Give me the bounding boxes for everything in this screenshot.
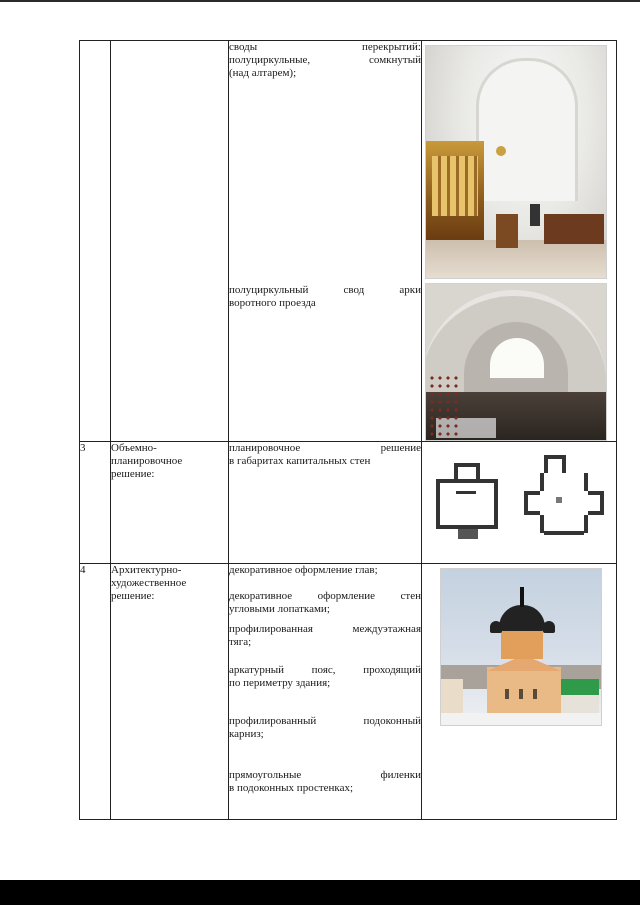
row-name-cell [111,41,229,442]
row-image-cell [422,564,617,820]
text-word: перекрытий: [361,41,421,53]
row-number-cell [80,41,111,442]
text-word: профилированная [229,623,313,635]
list-item [229,623,421,649]
text-word: аркатурный [229,664,284,676]
list-item [229,769,421,795]
text-word: (над алтарем); [229,67,297,79]
table-row [80,564,617,820]
text-word: подоконный [363,715,421,727]
text-word: решение [380,442,421,454]
row-name-line: решение: [111,590,155,602]
gate-arch-text [229,284,421,310]
gate-passage-photo [425,283,607,441]
row-name-line: Архитектурно- [111,564,182,576]
text-word: сомкнутый [369,54,421,66]
text-word: филенки [380,769,421,781]
row-number: 3 [80,442,111,564]
list-item [229,590,421,616]
row-name-cell [111,442,229,564]
floor-plans-drawing [428,445,608,545]
text-word: проходящий [363,664,421,676]
text-word: воротного проезда [229,297,316,309]
row-number: 4 [80,564,111,820]
text-word: арки [399,284,421,296]
row-description-cell [229,442,422,564]
row-name-line: планировочное [111,455,183,467]
church-interior-photo [425,45,607,279]
list-item [229,664,421,690]
row-name-cell [111,564,229,820]
text-word: по периметру здания; [229,677,331,689]
row-name-line: решение: [111,468,155,480]
text-word: в подоконных простенках; [229,782,354,794]
text-word: угловыми лопатками; [229,603,330,615]
church-exterior-photo [440,568,602,726]
list-item [229,564,421,577]
text-word: декоративное [229,590,293,602]
text-word: декоративное оформление глав; [229,564,378,576]
text-word: полуциркульный [229,284,309,296]
text-word: карниз; [229,728,264,740]
row-description-cell [229,564,422,820]
text-word: междуэтажная [352,623,421,635]
text-word: свод [343,284,365,296]
scan-top-edge [0,0,640,2]
vaults-text [229,41,421,284]
table-row [80,442,617,564]
text-word: своды [229,41,258,53]
text-word: оформление [317,590,376,602]
row-image-cell [422,442,617,564]
text-word: тяга; [229,636,252,648]
text-word: планировочное [229,442,301,454]
row-name-line: Объемно- [111,442,157,454]
text-word: в габаритах капитальных стен [229,455,371,467]
row-image-cell [422,41,617,442]
document-table [79,40,617,820]
text-word: пояс, [311,664,336,676]
text-word: стен [400,590,421,602]
table-row [80,41,617,442]
text-word: полуциркульные, [229,54,311,66]
text-word: профилированный [229,715,317,727]
list-item [229,715,421,741]
row-name-line: художественное [111,577,187,589]
scan-bottom-edge [0,880,640,905]
row-description-cell [229,41,422,442]
text-word: прямоугольные [229,769,302,781]
